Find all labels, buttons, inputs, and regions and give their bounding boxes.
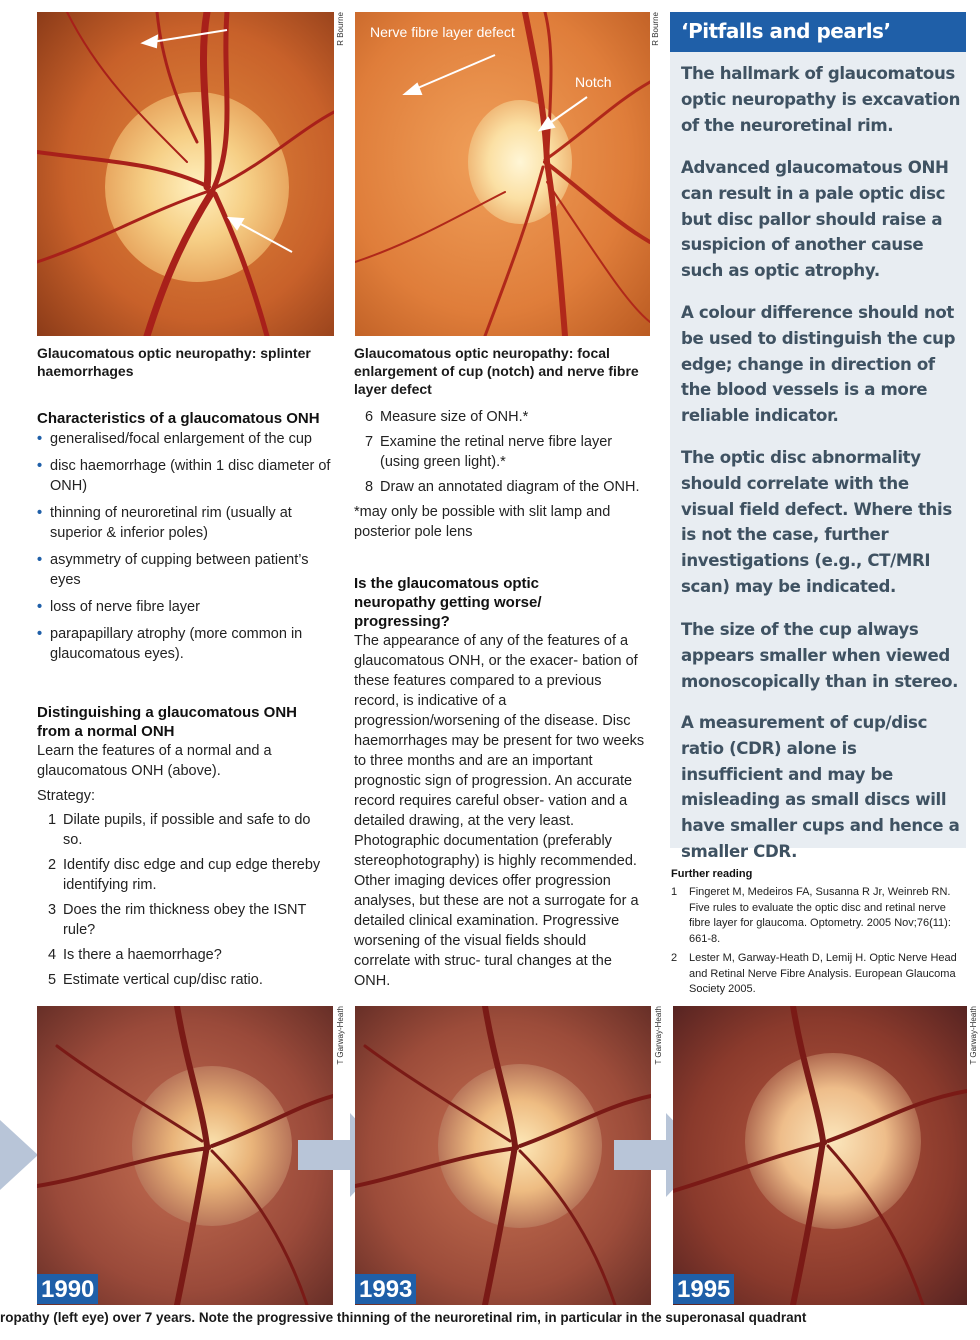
pearl-paragraph: Advanced glaucomatous ONH can result in a pale optic disc but disc pallor should raise a suspicion of another cause such as optic atrophy. [681,158,949,281]
caption-notch: Glaucomatous optic neuropathy: focal enlargement of cup (notch) and nerve fibre layer defect [354,345,639,397]
fundus-photo-1993 [355,1006,651,1305]
list-item: 8 Draw an annotated diagram of the ONH. [365,479,640,495]
characteristics-section [37,409,337,671]
distinguishing-section [37,703,332,995]
list-item: • generalised/focal enlargement of the cup [37,429,337,449]
list-item: • disc haemorrhage (within 1 disc diameter of ONH) [37,456,337,496]
fundus-photo-splinter-haemorrhages [37,12,334,336]
distinguishing-intro: Learn the features of a normal and a glaucomatous ONH (above). [37,743,272,779]
list-item: • thinning of neuroretinal rim (usually at superior & inferior poles) [37,503,337,543]
fundus-photo-1995 [673,1006,967,1305]
list-item: 3 Does the rim thickness obey the ISNT rule? [48,902,307,938]
year-label-1990: 1990 [37,1274,98,1304]
pearl-paragraph: The hallmark of glaucomatous optic neuropathy is excavation of the neuroretinal rim. [681,64,961,135]
photo-credit: T Garway-Heath [969,1006,978,1065]
label-notch: Notch [575,74,612,90]
series-caption: ropathy (left eye) over 7 years. Note the progressive thinning of the neuroretinal rim, in particular in the superonasal quadrant [0,1310,807,1325]
caption-splinter: Glaucomatous optic neuropathy: splinter haemorrhages [37,345,311,379]
photo-credit: R Bourne [651,12,660,46]
year-label-1995: 1995 [673,1274,734,1304]
photo-credit: T Garway-Heath [654,1006,663,1065]
list-item: • loss of nerve fibre layer [37,597,337,617]
list-item: 5 Estimate vertical cup/disc ratio. [48,972,263,988]
reference-item: 1 Fingeret M, Medeiros FA, Susanna R Jr, Weinreb RN. Five rules to evaluate the optic disc and retinal nerve fibre layer for glaucoma. Optometry. 2005 Nov;76(11): 661-8. [671,886,951,945]
worsening-body: The appearance of any of the features of a glaucomatous ONH, or the exacer- bation of these features compared to a previous record, is indicative of a progression/worsening of the disease. Disc haemorrhages may be present for two weeks to three months and are an important prognostic sign of progression. An accurate record requires careful obser- vation and a detailed drawing, at the very least. Photographic documentation (preferably stereophotography) is highly recommended. Other imaging devices offer progression analyses, but these are not a surrogate for a detailed clinical examination. Progressive worsening of the visual fields should correlate with struc- tural changes at the ONH. [354,633,645,989]
worsening-heading: Is the glaucomatous optic neuropathy getting worse/ progressing? [354,575,542,630]
fundus-photo-1990 [37,1006,333,1305]
list-item: • asymmetry of cupping between patient’s eyes [37,550,337,590]
list-item: 6 Measure size of ONH.* [365,409,529,425]
pearl-paragraph: The size of the cup always appears smaller when viewed monoscopically than in stereo. [681,620,959,691]
distinguishing-heading: Distinguishing a glaucomatous ONH from a normal ONH [37,704,298,740]
fundus-photo-notch [355,12,650,336]
pearl-paragraph: The optic disc abnormality should correlate with the visual field defect. Where this is not the case, further investigations (e.g., CT/MRI scan) may be indicated. [681,448,952,596]
characteristics-heading: Characteristics of a glaucomatous ONH [37,410,320,427]
pitfalls-header [670,12,966,52]
progression-arrow-icon [0,1120,40,1190]
pitfalls-title: ‘Pitfalls and pearls’ [681,19,891,43]
reference-item: 2 Lester M, Garway-Heath D, Lemij H. Optic Nerve Head and Retinal Nerve Fibre Analysis. European Glaucoma Society 2005. [671,952,957,995]
footnote: *may only be possible with slit lamp and posterior pole lens [354,504,611,540]
worsening-section [354,574,646,991]
strategy-steps-continued [354,407,654,497]
characteristics-list [37,429,337,664]
strategy-steps [37,810,332,990]
pearl-paragraph: A colour difference should not be used to distinguish the cup edge; change in direction of the blood vessels is a more reliable indicator. [681,303,956,426]
pearl-paragraph: A measurement of cup/disc ratio (CDR) alone is insufficient and may be misleading as small discs will have smaller cups and hence a smaller CDR. [681,713,960,861]
photo-credit: R Bourne [336,12,345,46]
year-label-1993: 1993 [355,1274,416,1304]
label-nerve-fibre-layer-defect: Nerve fibre layer defect [370,24,515,40]
further-reading-list [671,885,966,1002]
further-reading-heading: Further reading [671,868,753,880]
list-item: 1 Dilate pupils, if possible and safe to do so. [48,812,311,848]
strategy-continued [354,407,654,542]
list-item: 7 Examine the retinal nerve fibre layer (using green light).* [365,434,613,470]
list-item: 4 Is there a haemorrhage? [48,947,222,963]
strategy-label: Strategy: [37,788,96,804]
list-item: • parapapillary atrophy (more common in glaucomatous eyes). [37,624,337,664]
list-item: 2 Identify disc edge and cup edge thereby identifying rim. [48,857,321,893]
photo-credit: T Garway-Heath [336,1006,345,1065]
